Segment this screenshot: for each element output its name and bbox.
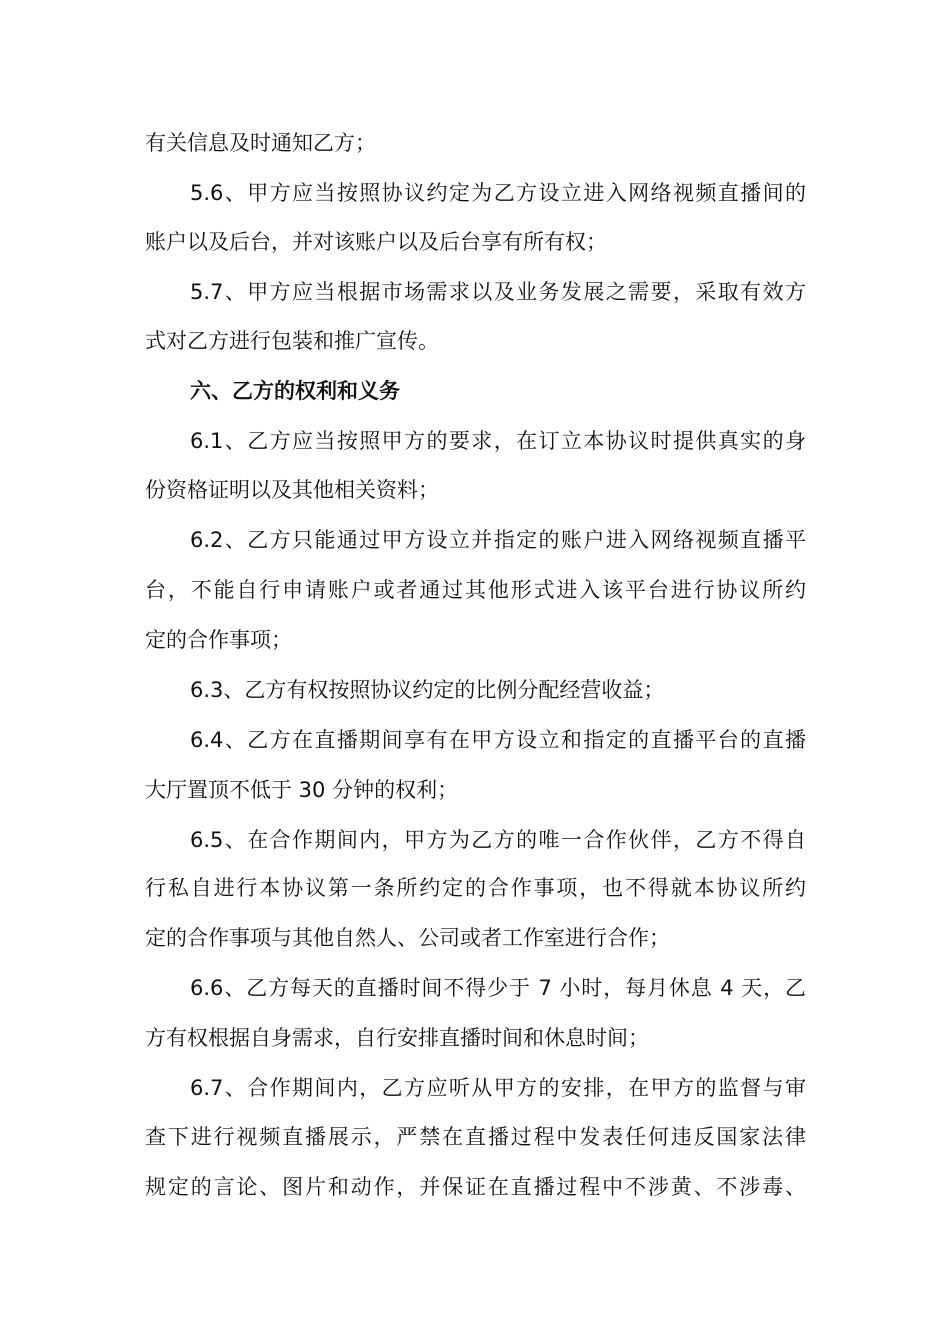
section-heading: 六、乙方的权利和义务 <box>190 379 400 403</box>
text-line: 定的合作事项与其他自然人、公司或者工作室进行合作； <box>145 926 670 950</box>
clause-6-6: 6.6、乙方每天的直播时间不得少于 7 小时，每月休息 4 天，乙 <box>190 976 806 1000</box>
clause-6-3: 6.3、乙方有权按照协议约定的比例分配经营收益； <box>190 678 665 702</box>
text-line: 账户以及后台，并对该账户以及后台享有所有权； <box>145 230 607 254</box>
text-line: 有关信息及时通知乙方； <box>145 131 376 155</box>
clause-6-2: 6.2、乙方只能通过甲方设立并指定的账户进入网络视频直播平 <box>190 528 806 552</box>
clause-6-1: 6.1、乙方应当按照甲方的要求，在订立本协议时提供真实的身 <box>190 429 806 453</box>
text-line: 大厅置顶不低于 30 分钟的权利； <box>145 778 459 802</box>
text-line: 台，不能自行申请账户或者通过其他形式进入该平台进行协议所约 <box>145 578 806 602</box>
clause-5-6: 5.6、甲方应当按照协议约定为乙方设立进入网络视频直播间的 <box>190 181 806 205</box>
text-line: 规定的言论、图片和动作，并保证在直播过程中不涉黄、不涉毒、 <box>145 1175 806 1199</box>
clause-6-5: 6.5、在合作期间内，甲方为乙方的唯一合作伙伴，乙方不得自 <box>190 828 806 852</box>
clause-6-4: 6.4、乙方在直播期间享有在甲方设立和指定的直播平台的直播 <box>190 728 806 752</box>
clause-6-7: 6.7、合作期间内，乙方应听从甲方的安排，在甲方的监督与审 <box>190 1076 806 1100</box>
clause-5-7: 5.7、甲方应当根据市场需求以及业务发展之需要，采取有效方 <box>190 280 806 304</box>
text-line: 方有权根据自身需求，自行安排直播时间和休息时间； <box>145 1026 649 1050</box>
text-line: 查下进行视频直播展示，严禁在直播过程中发表任何违反国家法律 <box>145 1125 806 1149</box>
text-line: 行私自进行本协议第一条所约定的合作事项，也不得就本协议所约 <box>145 876 806 900</box>
text-line: 定的合作事项； <box>145 628 292 652</box>
text-line: 份资格证明以及其他相关资料； <box>145 478 439 502</box>
text-line: 式对乙方进行包装和推广宣传。 <box>145 329 439 353</box>
